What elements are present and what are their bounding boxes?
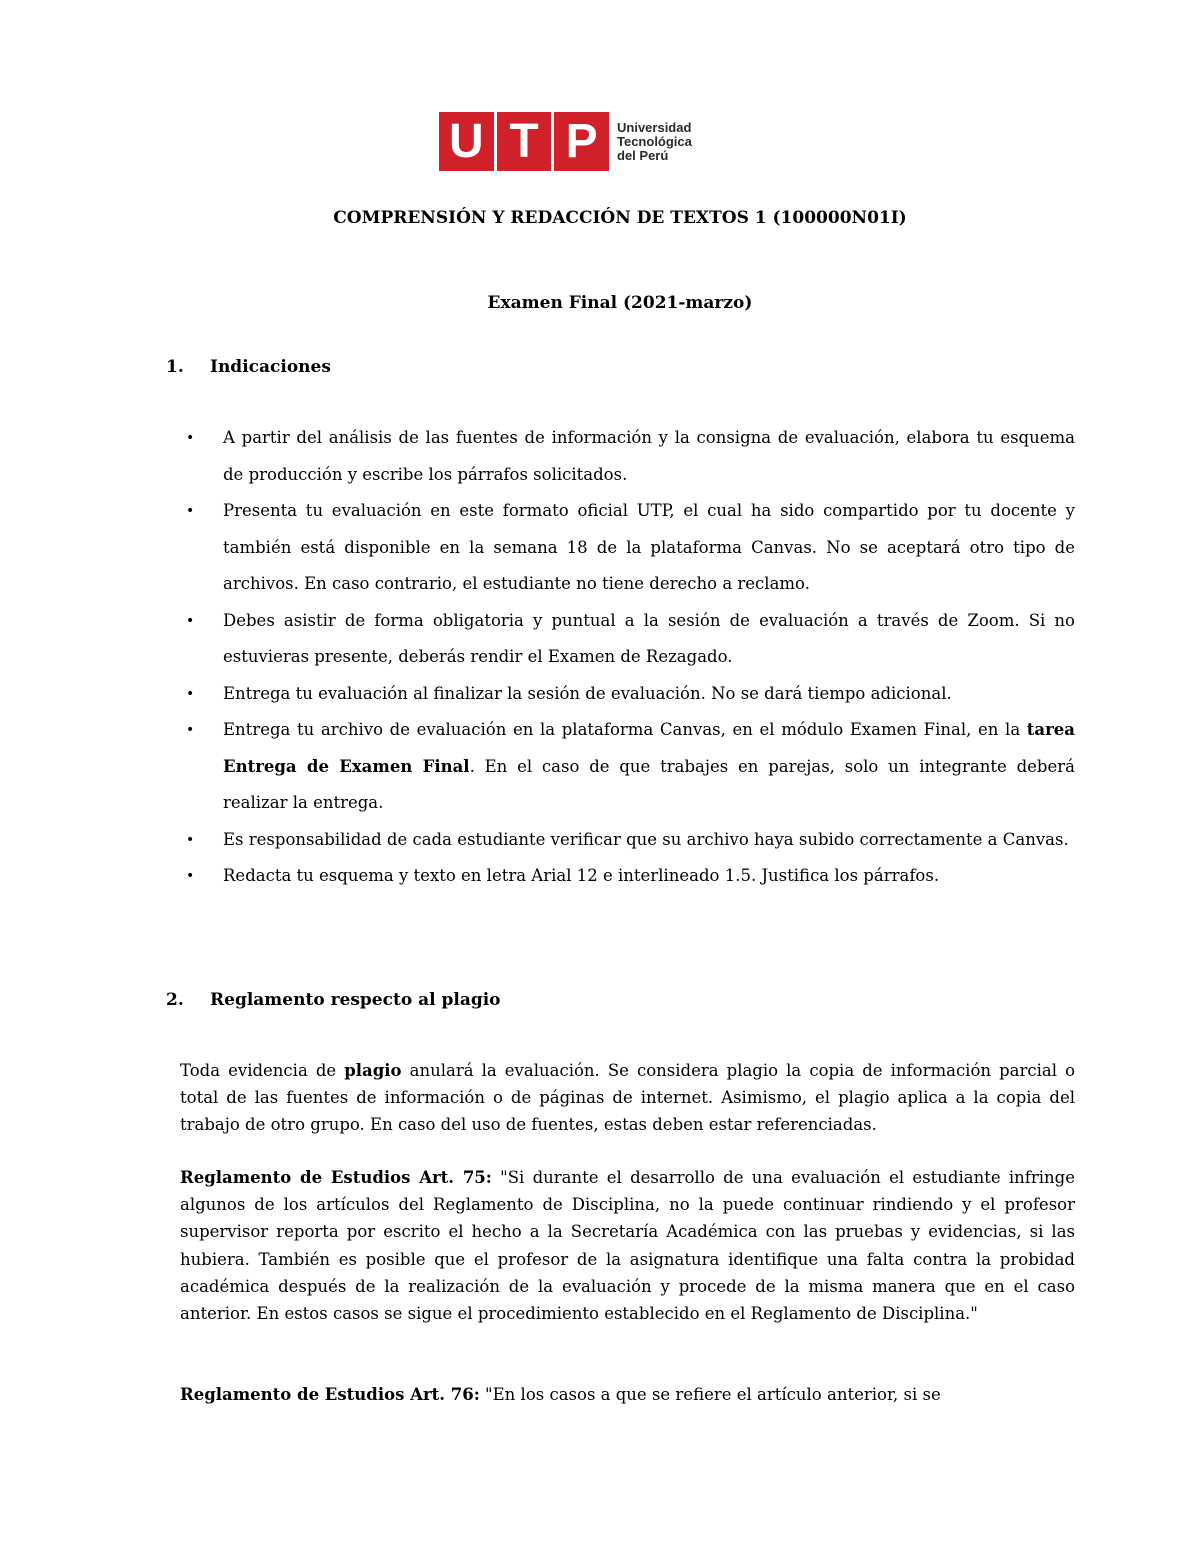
logo-letter-u: U: [449, 115, 484, 168]
logo-text-line-2: Tecnológica: [617, 133, 692, 149]
document-subtitle: Examen Final (2021-marzo): [487, 293, 753, 313]
logo-letter-p: P: [551, 112, 609, 171]
section-heading-plagio: [166, 990, 501, 1010]
logo-letter-t: T: [494, 112, 552, 171]
utp-logo: [439, 112, 692, 171]
logo-text-line-1: Universidad: [617, 119, 692, 135]
section-number: 1.: [166, 357, 184, 377]
document-title: COMPRENSIÓN Y REDACCIÓN DE TEXTOS 1 (100000N01I): [333, 208, 907, 228]
paragraph-text: "En los casos a que se refiere el artículo anterior, si se: [479, 1385, 941, 1404]
section-heading-indicaciones: [166, 357, 331, 377]
indicaciones-list: [180, 420, 1075, 895]
list-item: [180, 858, 1075, 895]
list-item: [180, 822, 1075, 859]
utp-logo-mark: [439, 112, 609, 171]
logo-text-line-3: del Perú: [617, 147, 669, 163]
art76-paragraph: [180, 1381, 1075, 1408]
paragraph-text: "Si durante el desarrollo de una evaluación el estudiante infringe algunos de los artículos del Reglamento de Disciplina, no la puede continuar rindiendo y el profesor supervisor reporta por escrito el hecho a la Secretaría Académica con las pruebas y evidencias, si las hubiera. También es posible que el profesor de la asignatura identifique una falta contra la probidad académica después de la realización de la evaluación y procede de la misma manera que en el caso anterior. En estos casos se sigue el procedimiento establecido en el Reglamento de Disciplina.": [180, 1168, 1075, 1324]
list-item-text: Entrega tu archivo de evaluación en la plataforma Canvas, en el módulo Examen Final, en la: [223, 720, 1027, 739]
list-item: [180, 712, 1075, 822]
list-item-text: Debes asistir de forma obligatoria y puntual a la sesión de evaluación a través de Zoom. Si no estuvieras presente, deberás rendir el Examen de Rezagado.: [223, 610, 1075, 666]
list-item: [180, 493, 1075, 603]
plagio-intro-paragraph: [180, 1057, 1075, 1139]
list-item-text: Redacta tu esquema y texto en letra Arial 12 e interlineado 1.5. Justifica los párrafos.: [223, 866, 940, 885]
section-title: Indicaciones: [210, 357, 331, 377]
list-item-bold-text: tarea Entrega de Examen Final: [223, 720, 1075, 776]
list-item-text: A partir del análisis de las fuentes de información y la consigna de evaluación, elabora tu esquema de producción y escribe los párrafos solicitados.: [223, 428, 1075, 484]
list-item: [180, 603, 1075, 676]
paragraph-text: Toda evidencia de: [180, 1061, 345, 1080]
list-item-text: . En el caso de que trabajes en parejas, solo un integrante deberá realizar la entrega.: [223, 756, 1075, 812]
list-item: [180, 420, 1075, 493]
list-item-text: Entrega tu evaluación al finalizar la sesión de evaluación. No se dará tiempo adicional.: [223, 683, 952, 703]
logo-university-name: [617, 121, 692, 163]
list-item-text: Presenta tu evaluación en este formato oficial UTP, el cual ha sido compartido por tu docente y también está disponible en la semana 18 de la plataforma Canvas. No se aceptará otro tipo de archivos. En caso contrario, el estudiante no tiene derecho a reclamo.: [223, 501, 1075, 593]
article-label: Reglamento de Estudios Art. 75:: [180, 1168, 492, 1187]
paragraph-text: anulará la evaluación. Se considera plagio la copia de información parcial o total de las fuentes de información o de páginas de internet. Asimismo, el plagio aplica a la copia del trabajo de otro grupo. En caso del uso de fuentes, estas deben estar referenciadas.: [180, 1061, 1075, 1135]
section-number: 2.: [166, 990, 184, 1010]
list-item: [180, 676, 1075, 713]
article-label: Reglamento de Estudios Art. 76:: [180, 1385, 480, 1404]
art75-paragraph: [180, 1164, 1075, 1327]
list-item-text: Es responsabilidad de cada estudiante verificar que su archivo haya subido correctamente a Canvas.: [223, 829, 1069, 849]
paragraph-bold-text: plagio: [344, 1061, 402, 1080]
section-title: Reglamento respecto al plagio: [210, 990, 501, 1010]
